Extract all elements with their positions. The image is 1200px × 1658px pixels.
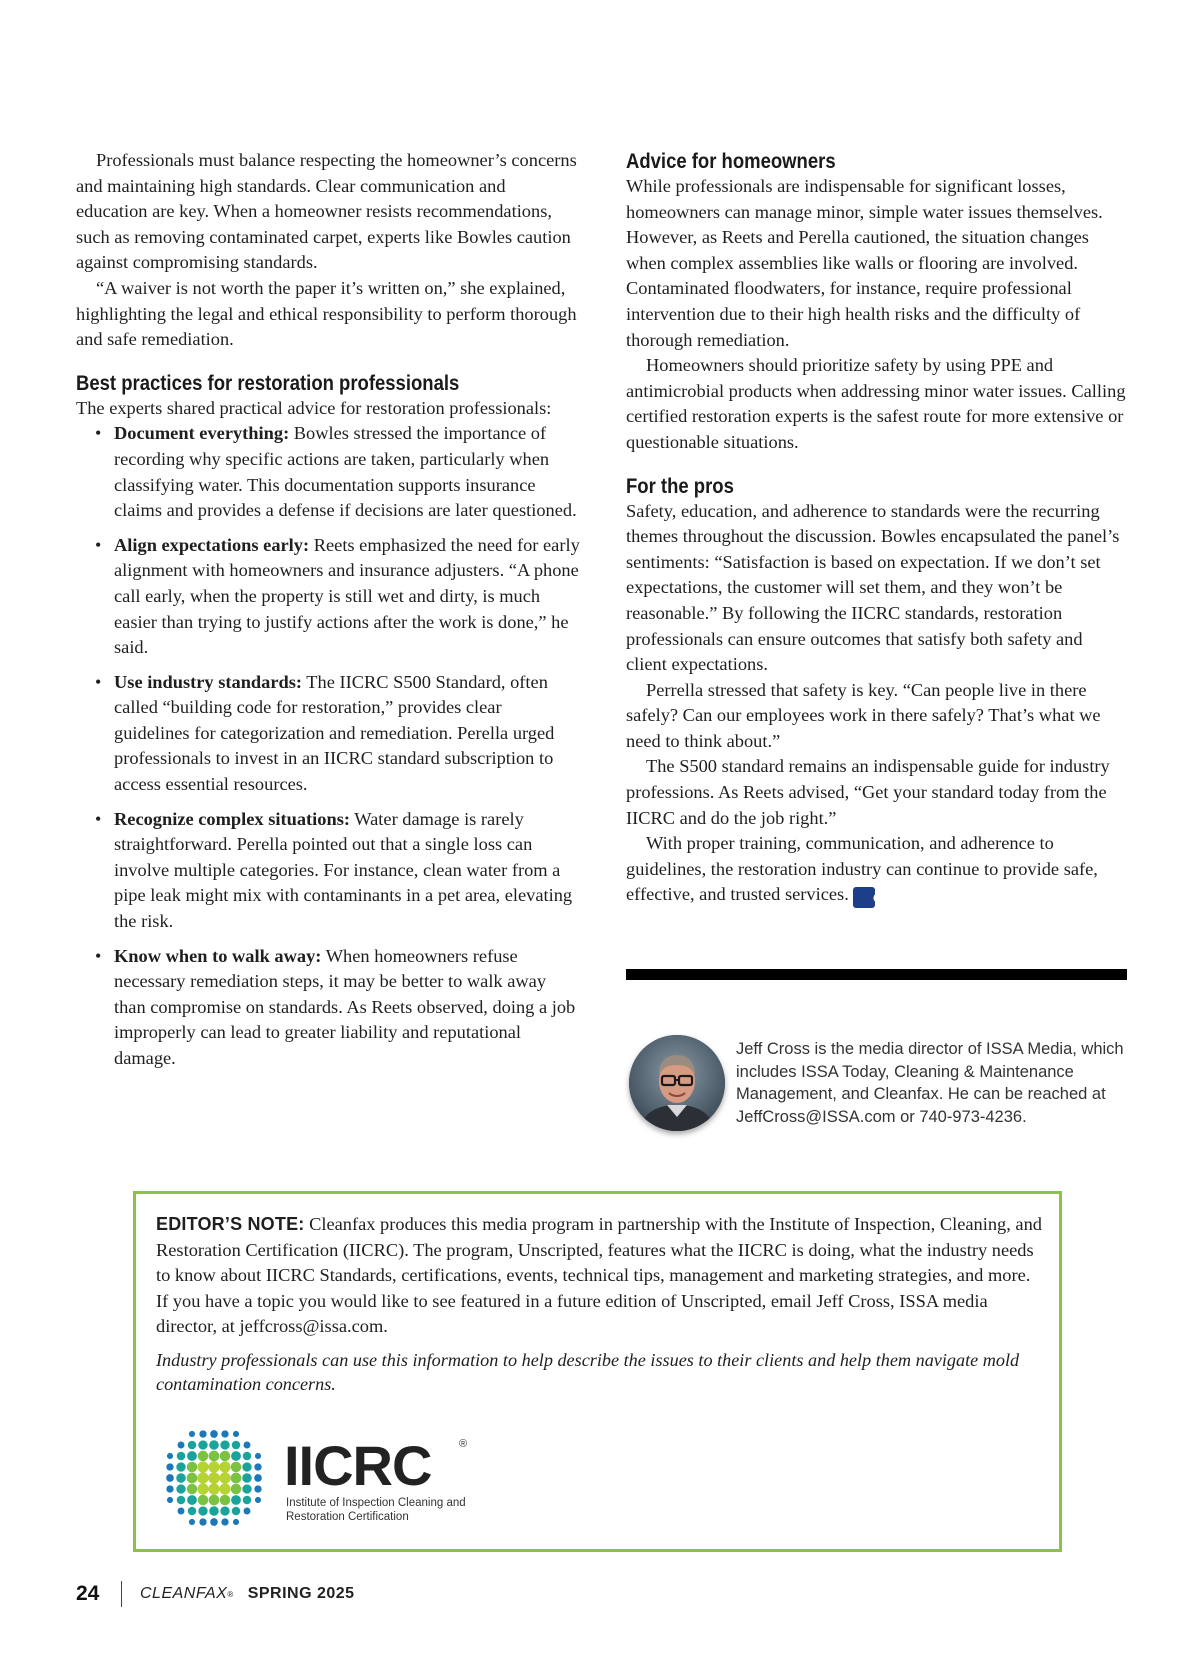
iicrc-wordmark: IICRC: [284, 1434, 432, 1497]
globe-dot: [187, 1462, 198, 1473]
globe-dot: [188, 1441, 197, 1450]
globe-dot: [166, 1474, 174, 1482]
cleanfax-end-mark-icon: CF: [853, 887, 875, 908]
magazine-registered-mark: ®: [227, 1589, 234, 1599]
editor-note-paragraph: [156, 1212, 1044, 1340]
globe-dot: [209, 1506, 219, 1516]
globe-dot: [197, 1472, 208, 1483]
globe-dot: [243, 1496, 252, 1505]
globe-dot: [244, 1442, 251, 1449]
globe-dot: [219, 1483, 230, 1494]
globe-dot: [210, 1430, 218, 1438]
globe-dot: [166, 1485, 173, 1492]
globe-dot: [167, 1497, 173, 1503]
iicrc-logo: [154, 1418, 484, 1538]
globe-dot: [233, 1519, 239, 1525]
section-divider: [626, 969, 1127, 980]
list-item-text: The IICRC S500 Standard, often called “building code for restoration,” provides clear guidelines for categorization and remediation. Perella urged professionals to invest in an IICRC standard subscription to access essential resources.: [114, 671, 555, 795]
globe-dot: [220, 1440, 229, 1449]
right-column: [626, 148, 1128, 908]
list-item-title: Recognize complex situations:: [114, 808, 350, 829]
globe-dot: [199, 1518, 206, 1525]
left-column: [76, 148, 581, 1081]
globe-dot: [197, 1483, 208, 1494]
globe-dot: [219, 1461, 230, 1472]
globe-dot: [232, 1507, 241, 1516]
globe-dot: [221, 1518, 228, 1525]
right-paragraph-5: The S500 standard remains an indispensable guide for industry professions. As Reets advised, “Get your standard today from the IICRC and do the job right.”: [626, 756, 1110, 828]
list-item-title: Use industry standards:: [114, 671, 303, 692]
right-paragraph-4: Perrella stressed that safety is key. “Can people live in there safely? Can our employees work in there safely? That’s what we need to think about.”: [626, 679, 1101, 751]
editor-note-text: [156, 1212, 1044, 1396]
right-paragraph-1: While professionals are indispensable for significant losses, homeowners can manage minor, simple water issues themselves. However, as Reets and Perella cautioned, the situation changes when complex assemblies like walls or flooring are involved. Contaminated floodwaters, for instance, require professional intervention due to their high health risks and the difficulty of thorough remediation.: [626, 176, 1103, 350]
globe-dot: [254, 1474, 262, 1482]
globe-dot: [210, 1518, 218, 1526]
globe-dot: [187, 1473, 198, 1484]
issue-label: SPRING 2025: [247, 1585, 355, 1602]
globe-dot: [244, 1508, 251, 1515]
globe-dot: [178, 1508, 185, 1515]
globe-dot: [188, 1507, 197, 1516]
list-item-title: Align expectations early:: [114, 534, 310, 555]
globe-dot: [242, 1484, 251, 1493]
globe-dot: [208, 1483, 219, 1494]
globe-dot: [199, 1430, 206, 1437]
list-item: [114, 421, 581, 523]
globe-dot: [242, 1462, 251, 1471]
right-paragraph-6: [626, 831, 1128, 908]
globe-dot: [209, 1451, 220, 1462]
list-item: [114, 533, 581, 661]
globe-dot: [198, 1495, 209, 1506]
globe-dot: [231, 1484, 242, 1495]
list-item-title: Document everything:: [114, 423, 290, 444]
left-paragraph-1: Professionals must balance respecting the homeowner’s concerns and maintaining high standards. Clear communication and education are key. When a homeowner resists recommendations, such as removing contaminated carpet, experts like Bowles caution against compromising standards.: [76, 150, 577, 273]
for-the-pros-heading: For the pros: [626, 473, 734, 498]
editor-note-body: Cleanfax produces this media program in partnership with the Institute of Inspection, Cleaning, and Restoration Certification (IICRC). The program, Unscripted, features what the IICRC is doing, what the industry needs to know about IICRC Standards, certifications, events, technical tips, management and marketing strategies, and more. If you have a topic you would like to see featured in a future edition of Unscripted, email Jeff Cross, ISSA media director, at jeffcross@issa.com.: [156, 1214, 1042, 1337]
globe-dot: [187, 1484, 198, 1495]
globe-dot: [231, 1473, 242, 1484]
globe-dot: [166, 1463, 173, 1470]
list-item: [114, 807, 581, 935]
globe-dot: [255, 1497, 261, 1503]
globe-dot: [208, 1472, 220, 1484]
globe-dot: [243, 1452, 252, 1461]
list-item-text: When homeowners refuse necessary remediation steps, it may be better to walk away than compromise on standards. As Reets observed, doing a job improperly can lead to greater liability and reputational damage.: [114, 945, 576, 1068]
globe-dot: [231, 1495, 241, 1505]
editor-note-label: EDITOR’S NOTE:: [156, 1214, 305, 1234]
globe-dot: [254, 1463, 261, 1470]
footer-divider: [121, 1581, 122, 1607]
globe-dot: [220, 1451, 231, 1462]
list-item: [114, 944, 581, 1072]
globe-dot: [198, 1506, 207, 1515]
globe-dot: [176, 1473, 186, 1483]
iicrc-globe-icon: [154, 1418, 274, 1538]
globe-dot: [189, 1431, 195, 1437]
list-item-text: Water damage is rarely straightforward. Perella pointed out that a single loss can involve multiple categories. For instance, clean water from a pipe leak might mix with contaminants in a pet area, elevating the risk.: [114, 808, 573, 932]
author-avatar: [629, 1035, 725, 1131]
globe-dot: [233, 1431, 239, 1437]
list-item-text: Reets emphasized the need for early alignment with homeowners and insurance adjusters. “A phone call early, when the property is still wet and dirty, is much easier than trying to justify actions after the work is done,” he said.: [114, 534, 580, 658]
left-paragraph-2: “A waiver is not worth the paper it’s written on,” she explained, highlighting the legal and ethical responsibility to perform thorough and safe remediation.: [76, 277, 577, 350]
best-practices-intro: The experts shared practical advice for restoration professionals:: [76, 397, 552, 418]
editor-note-box: [133, 1191, 1062, 1552]
globe-dot: [198, 1451, 209, 1462]
globe-dot: [187, 1495, 197, 1505]
globe-dot: [232, 1441, 241, 1450]
page-footer: [76, 1578, 355, 1610]
globe-dot: [231, 1451, 241, 1461]
best-practices-list: [76, 421, 581, 1071]
globe-dot: [178, 1442, 185, 1449]
editor-note-italic: Industry professionals can use this information to help describe the issues to their clients and help them navigate mold contamination concerns.: [156, 1349, 1020, 1394]
globe-dot: [209, 1440, 219, 1450]
globe-dot: [198, 1440, 207, 1449]
right-paragraph-2: Homeowners should prioritize safety by using PPE and antimicrobial products when addressing minor water issues. Calling certified restoration experts is the safest route for more extensive or questionable situations.: [626, 355, 1126, 452]
globe-dot: [220, 1506, 229, 1515]
author-bio: Jeff Cross is the media director of ISSA Media, which includes ISSA Today, Cleaning & Maintenance Management, and Cleanfax. He can be reached at JeffCross@ISSA.com or 740-973-4236.: [736, 1040, 1124, 1126]
globe-dot: [254, 1485, 261, 1492]
globe-dot: [220, 1495, 231, 1506]
list-item-title: Know when to walk away:: [114, 945, 322, 966]
advice-heading: Advice for homeowners: [626, 149, 836, 173]
globe-dot: [221, 1430, 228, 1437]
iicrc-registered-mark: ®: [459, 1438, 468, 1450]
globe-dot: [197, 1461, 208, 1472]
globe-dot: [208, 1461, 219, 1472]
globe-dot: [177, 1452, 186, 1461]
globe-dot: [176, 1462, 185, 1471]
author-portrait-icon: [629, 1035, 725, 1131]
right-paragraph-3: Safety, education, and adherence to standards were the recurring themes throughout the discussion. Bowles encapsulated the panel’s sentiments: “Satisfaction is based on expectation. If we don’t set expectations, the customer will set them, and they won’t be reasonable.” By following the IICRC standards, restoration professionals can ensure outcomes that satisfy both safety and client expectations.: [626, 500, 1120, 675]
magazine-name: CLEANFAX: [140, 1585, 228, 1602]
globe-dot: [242, 1473, 252, 1483]
closing-text: With proper training, communication, and adherence to guidelines, the restoration industry can continue to provide safe, effective, and trusted services.: [626, 833, 1098, 905]
best-practices-heading: Best practices for restoration professionals: [76, 370, 460, 395]
globe-dot: [255, 1453, 261, 1459]
list-item-text: Bowles stressed the importance of recording why specific actions are taken, particularly when classifying water. This documentation supports insurance claims and provides a defense if decisions are later questioned.: [114, 423, 577, 521]
globe-dot: [167, 1453, 173, 1459]
globe-dot: [219, 1472, 230, 1483]
page-number: 24: [76, 1582, 100, 1605]
list-item: [114, 670, 581, 798]
globe-dot: [209, 1495, 220, 1506]
iicrc-subtitle: Institute of Inspection Cleaning and Restoration Certification: [286, 1497, 466, 1523]
globe-dot: [189, 1519, 195, 1525]
globe-dot: [231, 1462, 242, 1473]
globe-dot: [177, 1496, 186, 1505]
globe-dot: [176, 1484, 185, 1493]
globe-dot: [187, 1451, 197, 1461]
